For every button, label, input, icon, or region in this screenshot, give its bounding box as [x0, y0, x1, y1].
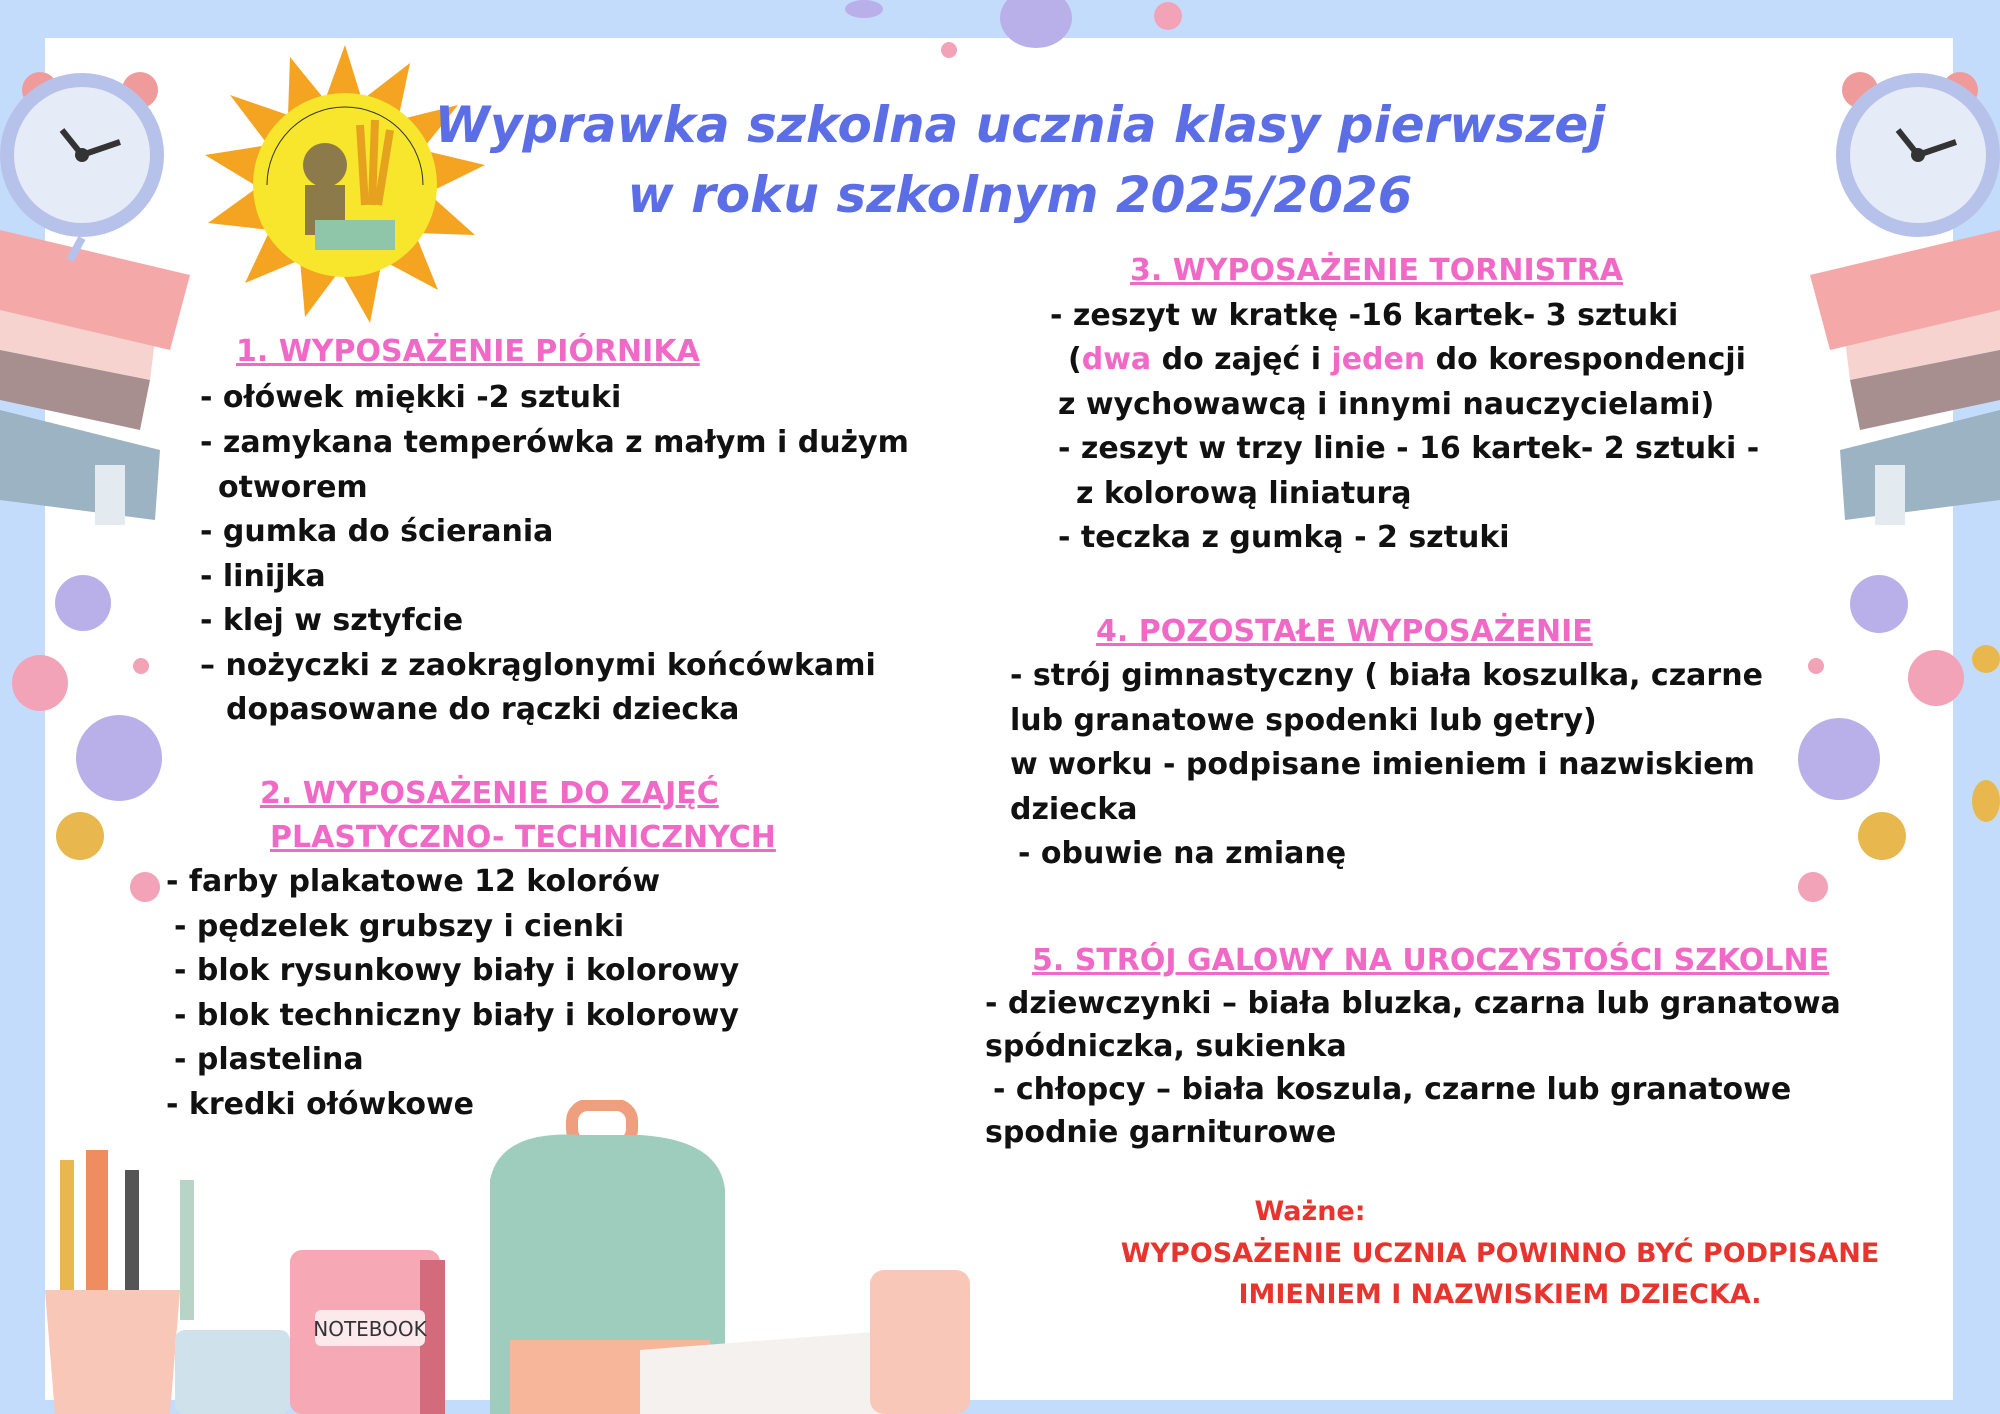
- decor-dot: [1858, 812, 1906, 860]
- document-title-line2: w roku szkolnym 2025/2026: [627, 166, 1413, 224]
- list-item: dopasowane do rączki dziecka: [226, 692, 740, 727]
- important-line1: WYPOSAŻENIE UCZNIA POWINNO BYĆ PODPISANE: [1120, 1238, 1880, 1269]
- list-item: spodnie garniturowe: [985, 1115, 1337, 1150]
- list-item: - ołówek miękki -2 sztuki: [200, 380, 622, 415]
- decor-dot: [1908, 650, 1964, 706]
- list-item: dziecka: [1010, 792, 1138, 827]
- list-item: - zeszyt w trzy linie - 16 kartek- 2 sztuki -: [1058, 431, 1760, 466]
- decor-dot: [1798, 872, 1828, 902]
- decor-dot: [56, 812, 104, 860]
- list-item: - blok techniczny biały i kolorowy: [174, 998, 739, 1033]
- document-title-line1: Wyprawka szkolna ucznia klasy pierwszej: [434, 96, 1606, 154]
- section4-heading: 4. POZOSTAŁE WYPOSAŻENIE: [1096, 614, 1593, 649]
- list-item: - blok rysunkowy biały i kolorowy: [174, 953, 740, 988]
- list-item: - pędzelek grubszy i cienki: [174, 909, 625, 944]
- alarm-clock-icon: [0, 72, 164, 260]
- pencil-case-icon: [870, 1270, 970, 1414]
- books-icon: [1810, 230, 2000, 525]
- list-item: – nożyczki z zaokrąglonymi końcówkami: [200, 648, 876, 683]
- list-item: spódniczka, sukienka: [985, 1029, 1347, 1064]
- list-item-mixed: (dwa do zajęć i jeden do korespondencji: [1068, 342, 1746, 377]
- decor-dot: [941, 42, 957, 58]
- section1-heading: 1. WYPOSAŻENIE PIÓRNIKA: [236, 334, 700, 369]
- section2-heading-line2: PLASTYCZNO- TECHNICZNYCH: [270, 820, 776, 855]
- decor-dot: [133, 658, 149, 674]
- decor-dot: [1972, 780, 2000, 822]
- decor-dot: [1972, 645, 2000, 673]
- list-item: - plastelina: [174, 1042, 364, 1077]
- list-item: otworem: [218, 470, 368, 505]
- decor-dot: [1808, 658, 1824, 674]
- list-item: - farby plakatowe 12 kolorów: [166, 864, 661, 899]
- calculator-icon: [175, 1330, 290, 1414]
- right-books-clock-illustration: [1780, 50, 2000, 550]
- left-books-clock-illustration: [0, 50, 210, 550]
- list-item: - zeszyt w kratkę -16 kartek- 3 sztuki: [1050, 298, 1679, 333]
- decor-dot: [1798, 718, 1880, 800]
- section2-heading: 2. WYPOSAŻENIE DO ZAJĘĆ: [260, 776, 719, 811]
- decor-dot: [1850, 575, 1908, 633]
- decor-dot: [130, 872, 160, 902]
- list-item: - chłopcy – biała koszula, czarne lub granatowe: [993, 1072, 1792, 1107]
- books-icon: [0, 230, 190, 525]
- list-item: - obuwie na zmianę: [1018, 836, 1347, 871]
- decor-dot: [55, 575, 111, 631]
- list-item: - linijka: [200, 559, 326, 594]
- section3-heading: 3. WYPOSAŻENIE TORNISTRA: [1130, 253, 1624, 288]
- school-supplies-illustration: [0, 1100, 980, 1414]
- list-item: - strój gimnastyczny ( biała koszulka, czarne: [1010, 658, 1763, 693]
- important-line2: IMIENIEM I NAZWISKIEM DZIECKA.: [1238, 1279, 1762, 1310]
- list-item: - teczka z gumką - 2 sztuki: [1058, 520, 1510, 555]
- alarm-clock-icon: [1836, 72, 2000, 237]
- list-item: lub granatowe spodenki lub getry): [1010, 703, 1597, 738]
- list-item: - dziewczynki – biała bluzka, czarna lub granatowa: [985, 986, 1841, 1021]
- list-item: - klej w sztyfcie: [200, 603, 464, 638]
- section5-heading: 5. STRÓJ GALOWY NA UROCZYSTOŚCI SZKOLNE: [1032, 943, 1830, 978]
- list-item: z wychowawcą i innymi nauczycielami): [1058, 387, 1715, 422]
- decor-dot: [1154, 2, 1182, 30]
- decor-dot: [76, 715, 162, 801]
- decor-dot: [12, 655, 68, 711]
- list-item: - zamykana temperówka z małym i dużym: [200, 425, 909, 460]
- list-item: w worku - podpisane imieniem i nazwiskiem: [1010, 747, 1755, 782]
- list-item: z kolorową liniaturą: [1076, 476, 1412, 511]
- important-label: Ważne:: [1254, 1196, 1366, 1227]
- list-item: - kredki ołówkowe: [166, 1087, 475, 1122]
- decor-dot: [845, 0, 883, 18]
- pencil-cup-icon: [45, 1290, 180, 1414]
- notebook-label: NOTEBOOK: [313, 1317, 427, 1341]
- list-item: - gumka do ścierania: [200, 514, 554, 549]
